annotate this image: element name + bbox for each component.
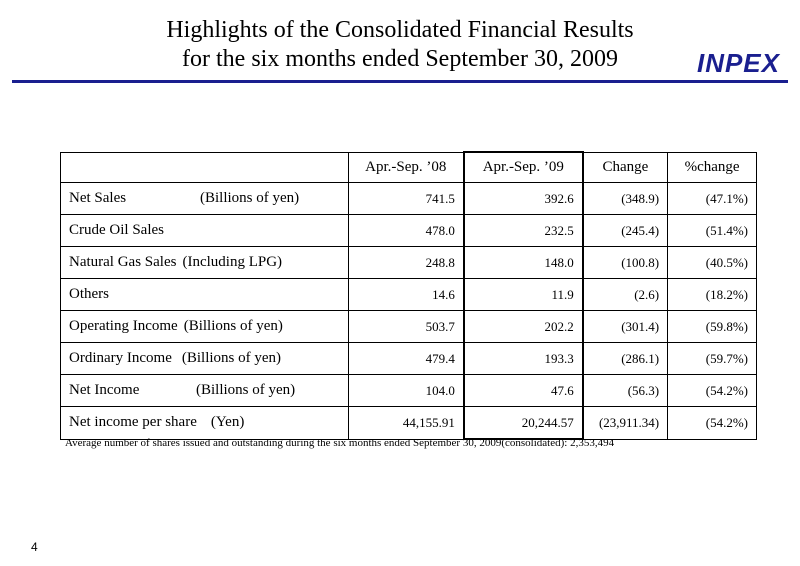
header-rule bbox=[12, 80, 788, 83]
row-label bbox=[61, 343, 349, 375]
row-label-unit: (Billions of yen) bbox=[183, 318, 283, 334]
logo-text: INPEX bbox=[696, 48, 780, 77]
table-cell: (59.8%) bbox=[668, 311, 757, 343]
row-label-text: Ordinary Income bbox=[69, 350, 172, 366]
table-cell: (348.9) bbox=[583, 183, 668, 215]
row-label-text: Net income per share bbox=[69, 414, 197, 431]
table-cell: 47.6 bbox=[464, 375, 583, 407]
table-cell: 14.6 bbox=[348, 279, 464, 311]
row-label-unit: (Billions of yen) bbox=[181, 350, 282, 366]
table-row bbox=[61, 247, 757, 279]
column-header: %change bbox=[668, 152, 757, 183]
row-label-text: Net Income bbox=[69, 382, 140, 398]
table-cell: (47.1%) bbox=[668, 183, 757, 215]
table-cell: 104.0 bbox=[348, 375, 464, 407]
table-row bbox=[61, 407, 757, 440]
column-header: Apr.-Sep. ’08 bbox=[348, 152, 464, 183]
table-cell: 20,244.57 bbox=[464, 407, 583, 440]
table-cell: 248.8 bbox=[348, 247, 464, 279]
table-cell: (54.2%) bbox=[668, 407, 757, 440]
table-cell: 11.9 bbox=[464, 279, 583, 311]
row-label-unit: (Including LPG) bbox=[182, 254, 283, 270]
column-header: Change bbox=[583, 152, 668, 183]
table-cell: (18.2%) bbox=[668, 279, 757, 311]
table-cell: (40.5%) bbox=[668, 247, 757, 279]
table-cell: 193.3 bbox=[464, 343, 583, 375]
table-header-row bbox=[61, 152, 757, 183]
inpex-logo bbox=[658, 47, 782, 77]
row-label-text: Net Sales bbox=[69, 190, 127, 206]
table-row bbox=[61, 343, 757, 375]
title-line-2: for the six months ended September 30, 2009 bbox=[182, 46, 618, 72]
row-label bbox=[61, 375, 349, 407]
table-cell: 479.4 bbox=[348, 343, 464, 375]
table-cell: 392.6 bbox=[464, 183, 583, 215]
table-row bbox=[61, 279, 757, 311]
table-cell: (286.1) bbox=[583, 343, 668, 375]
table-cell: (2.6) bbox=[583, 279, 668, 311]
row-label-unit: (Yen) bbox=[210, 414, 245, 431]
table-cell: 503.7 bbox=[348, 311, 464, 343]
row-label bbox=[61, 183, 349, 215]
table-row bbox=[61, 215, 757, 247]
header-empty-cell bbox=[61, 152, 349, 183]
table-row bbox=[61, 311, 757, 343]
row-label-unit: (Billions of yen) bbox=[196, 382, 296, 398]
table-cell: 741.5 bbox=[348, 183, 464, 215]
table-cell: (51.4%) bbox=[668, 215, 757, 247]
table-cell: (59.7%) bbox=[668, 343, 757, 375]
row-label bbox=[61, 247, 349, 279]
table-cell: (54.2%) bbox=[668, 375, 757, 407]
table-cell: (23,911.34) bbox=[583, 407, 668, 440]
table-cell: 44,155.91 bbox=[348, 407, 464, 440]
row-label-text: Natural Gas Sales bbox=[69, 254, 177, 270]
table-cell: 232.5 bbox=[464, 215, 583, 247]
row-label-text: Crude Oil Sales bbox=[69, 222, 164, 238]
row-label-text: Operating Income bbox=[69, 318, 178, 334]
table-row bbox=[61, 375, 757, 407]
row-label-unit: (Billions of yen) bbox=[200, 190, 300, 206]
table-cell: (301.4) bbox=[583, 311, 668, 343]
row-label-text: Others bbox=[69, 286, 109, 302]
table-cell: (100.8) bbox=[583, 247, 668, 279]
table-cell: 202.2 bbox=[464, 311, 583, 343]
table-cell: 148.0 bbox=[464, 247, 583, 279]
financial-results-table bbox=[60, 151, 757, 440]
page-number: 4 bbox=[31, 540, 38, 554]
row-label bbox=[61, 279, 349, 311]
footnote: Average number of shares issued and outstanding during the six months ended September 30, 2009(consolidated): 2,353,494 bbox=[65, 437, 615, 449]
title-line-1: Highlights of the Consolidated Financial Results bbox=[166, 17, 634, 43]
row-label bbox=[61, 215, 349, 247]
table-cell: (56.3) bbox=[583, 375, 668, 407]
table-cell: 478.0 bbox=[348, 215, 464, 247]
row-label bbox=[61, 311, 349, 343]
column-header: Apr.-Sep. ’09 bbox=[464, 152, 583, 183]
table-cell: (245.4) bbox=[583, 215, 668, 247]
table-row bbox=[61, 183, 757, 215]
page-title bbox=[120, 16, 680, 74]
row-label bbox=[61, 407, 349, 440]
